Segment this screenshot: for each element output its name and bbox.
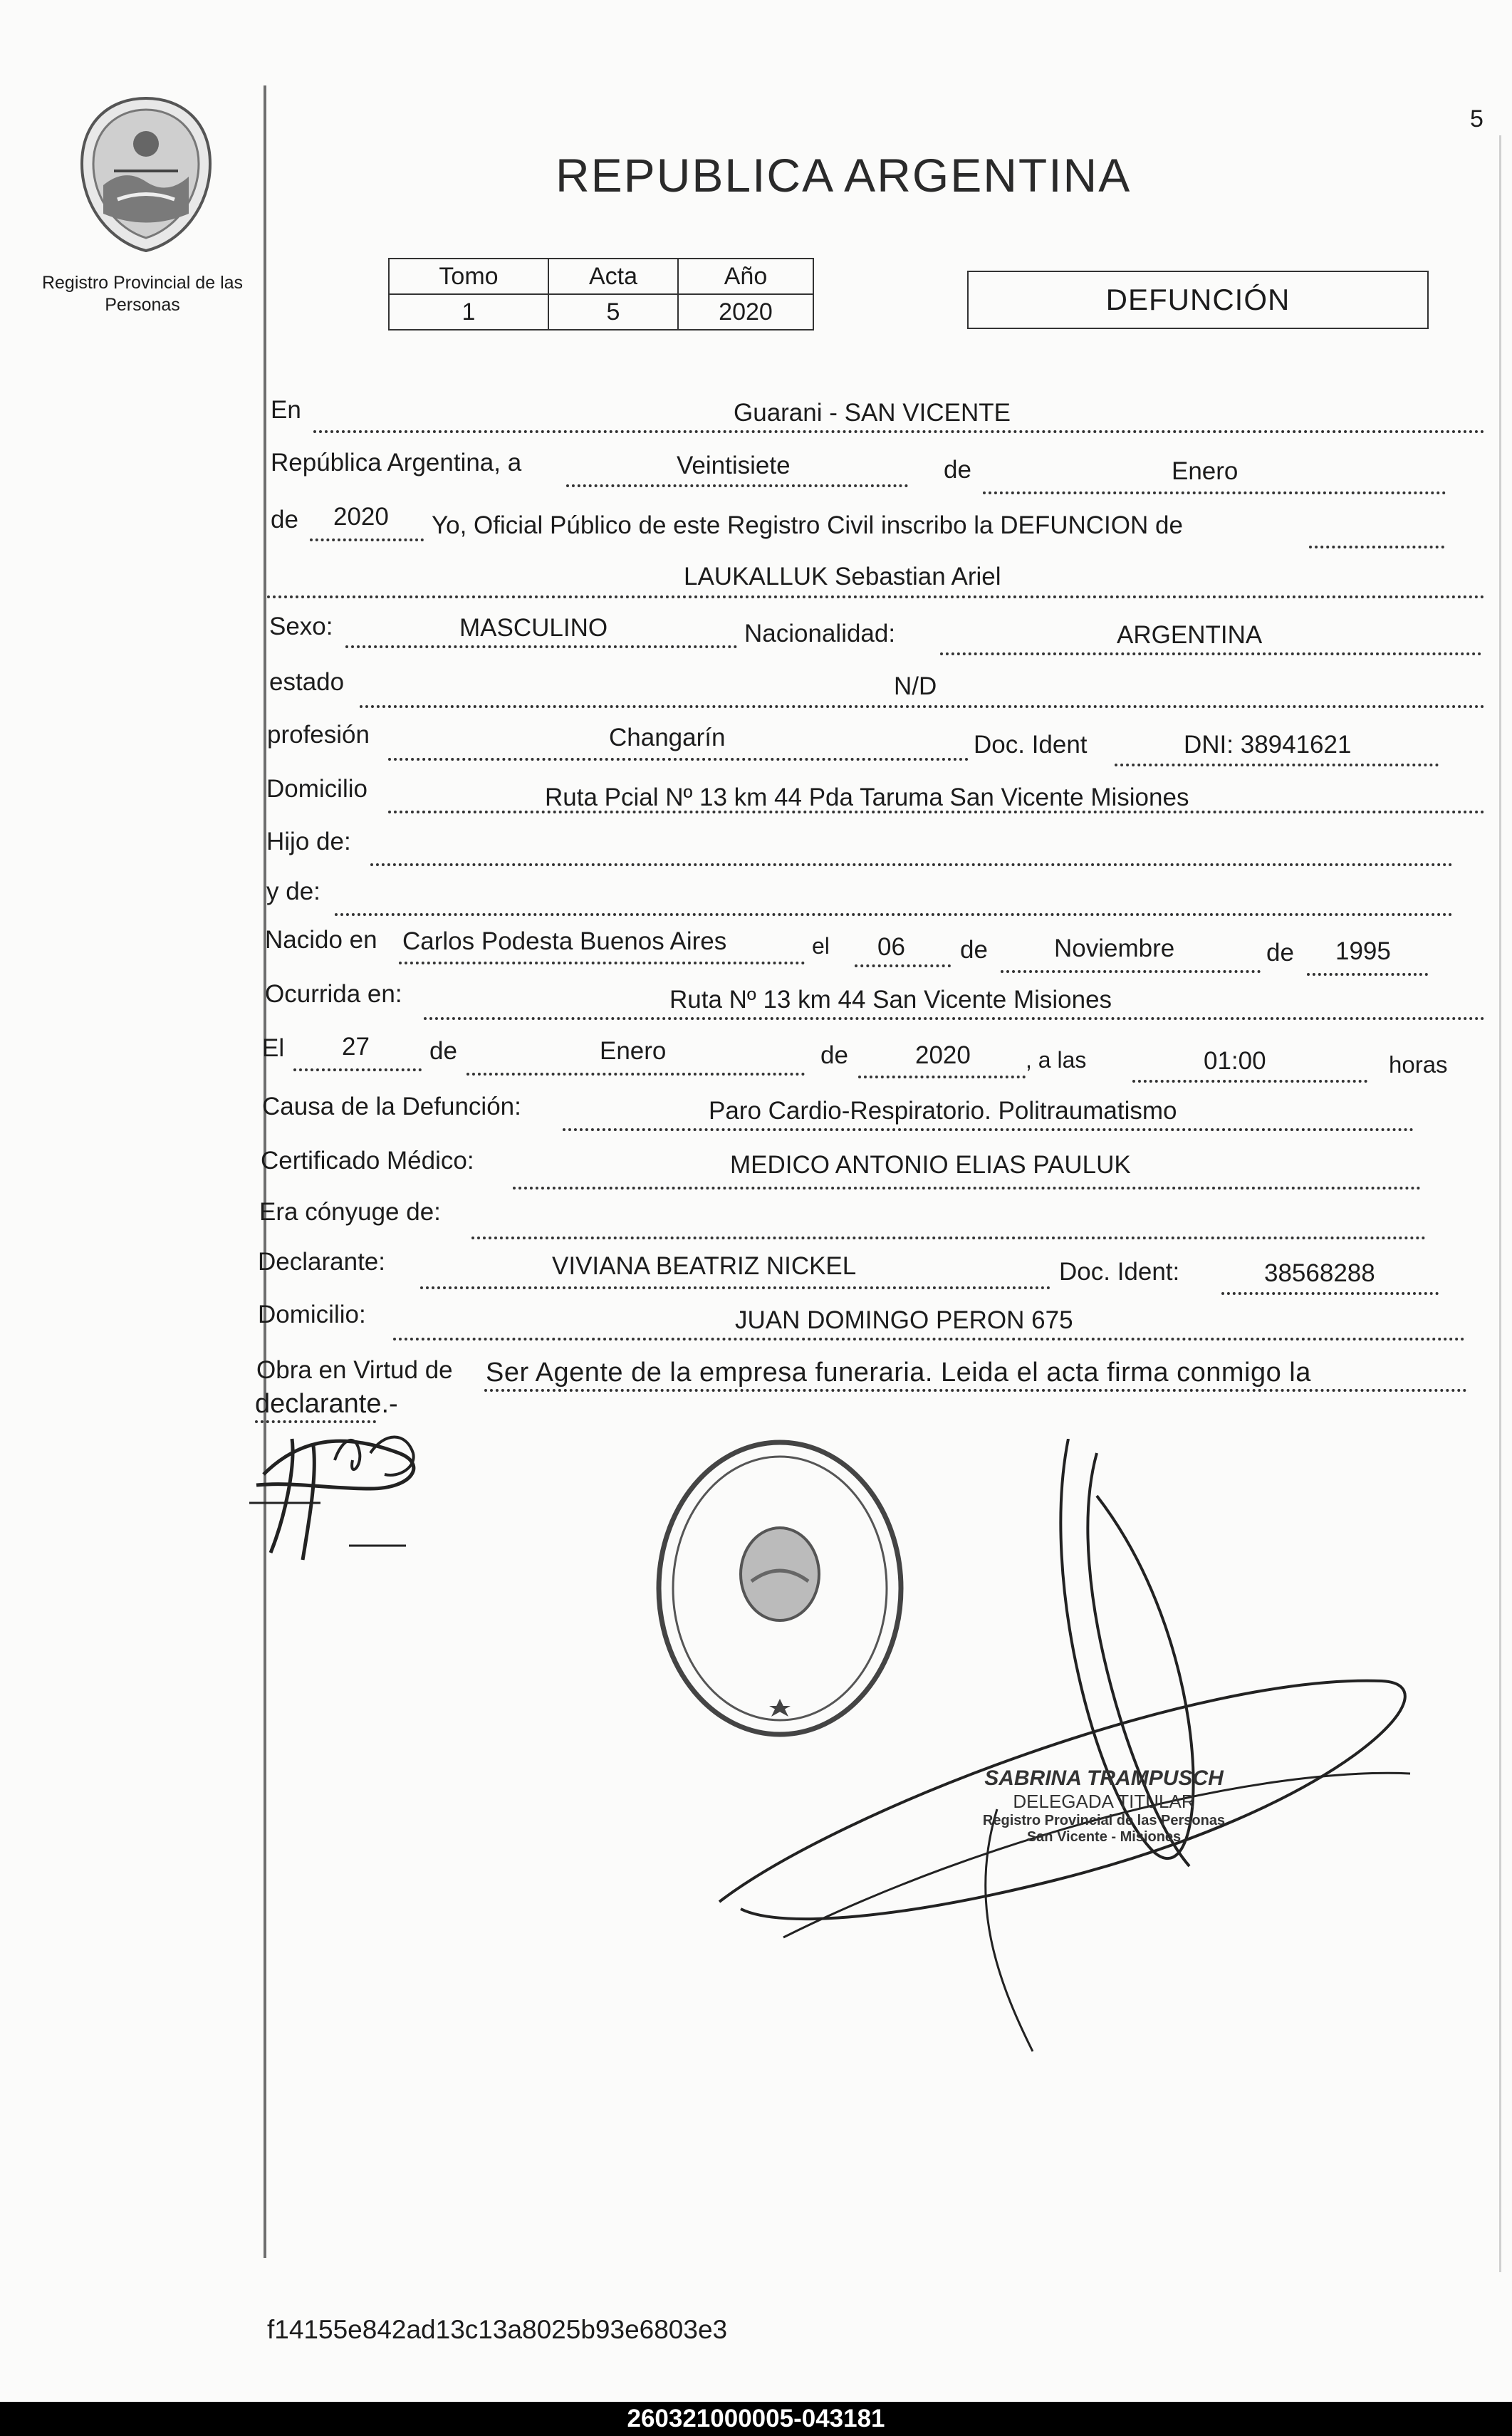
death-day: 27: [342, 1033, 370, 1061]
doc-dotted-line: [1115, 764, 1439, 766]
statement-dotted-line: [1309, 546, 1444, 548]
officer-signature: [698, 1439, 1453, 2087]
declarant-signature: [235, 1410, 449, 1567]
signatory-office-2: San Vicente - Misiones: [1026, 1829, 1182, 1845]
record-header-acta: Acta: [548, 259, 678, 294]
causa-value: Paro Cardio-Respiratorio. Politraumatismo: [709, 1097, 1177, 1125]
day-dotted-line: [566, 484, 908, 487]
nacido-label: Nacido en: [265, 926, 377, 954]
country-title: REPUBLICA ARGENTINA: [556, 149, 1132, 202]
signatory-office-1: Registro Provincial de las Personas: [982, 1813, 1226, 1828]
birth-de2-label: de: [1266, 939, 1294, 967]
doc-value: DNI: 38941621: [1184, 731, 1352, 759]
declarante-label: Declarante:: [258, 1248, 385, 1276]
nacido-dotted-line: [399, 962, 805, 964]
declarante-doc-label: Doc. Ident:: [1059, 1258, 1180, 1286]
record-header-ano: Año: [678, 259, 813, 294]
year-label: de: [271, 506, 298, 533]
record-value-acta: 5: [548, 294, 678, 330]
time-dotted-line: [1132, 1080, 1367, 1083]
right-margin-line: [1499, 135, 1501, 2272]
declarante-dotted-line: [420, 1286, 1050, 1289]
name-dotted-line: [267, 595, 1485, 598]
ocurrida-label: Ocurrida en:: [265, 980, 402, 1008]
profesion-dotted-line: [388, 758, 969, 761]
record-header-tomo: Tomo: [389, 259, 548, 294]
estado-dotted-line: [360, 705, 1485, 708]
death-year: 2020: [915, 1041, 971, 1069]
certificado-value: MEDICO ANTONIO ELIAS PAULUK: [730, 1151, 1131, 1179]
obra-value-2: declarante.-: [255, 1389, 398, 1419]
nacionalidad-dotted-line: [940, 652, 1481, 655]
declarante-doc-dotted-line: [1221, 1292, 1439, 1295]
obra-dotted-line-1: [484, 1389, 1467, 1392]
birth-month: Noviembre: [1054, 935, 1175, 962]
de-label: de: [944, 456, 971, 484]
death-el-label: El: [262, 1034, 285, 1062]
statement-text: Yo, Oficial Público de este Registro Civil inscribo la DEFUNCION de: [432, 511, 1183, 539]
causa-dotted-line: [563, 1128, 1414, 1131]
record-value-tomo: 1: [389, 294, 548, 330]
nacionalidad-value: ARGENTINA: [1117, 621, 1263, 649]
death-day-dotted-line: [293, 1068, 422, 1071]
barcode-number-strip: 260321000005-043181: [0, 2402, 1512, 2436]
ocurrida-value: Ruta Nº 13 km 44 San Vicente Misiones: [669, 986, 1112, 1014]
declarante-value: VIVIANA BEATRIZ NICKEL: [552, 1252, 857, 1280]
horas-label: horas: [1389, 1051, 1448, 1078]
death-year-dotted-line: [858, 1076, 1026, 1078]
month-value: Enero: [1172, 457, 1239, 485]
declarante-doc-value: 38568288: [1264, 1259, 1375, 1287]
profesion-label: profesión: [267, 721, 370, 749]
death-month-dotted-line: [466, 1073, 805, 1076]
sexo-label: Sexo:: [269, 613, 333, 640]
en-value: Guarani - SAN VICENTE: [734, 399, 1011, 427]
yde-dotted-line: [335, 913, 1453, 916]
document-hash: f14155e842ad13c13a8025b93e6803e3: [267, 2315, 728, 2344]
registry-caption: Registro Provincial de las Personas: [41, 273, 244, 315]
day-value: Veintisiete: [677, 452, 791, 479]
signatory-name: SABRINA TRAMPUSCH: [984, 1766, 1224, 1790]
hijo-label: Hijo de:: [266, 828, 351, 855]
certificado-dotted-line: [513, 1187, 1421, 1190]
provincial-seal-logo: [75, 93, 217, 256]
certificado-label: Certificado Médico:: [261, 1147, 474, 1175]
estado-value: N/D: [894, 672, 937, 700]
document-type-box: DEFUNCIÓN: [967, 271, 1429, 329]
domicilio2-label: Domicilio:: [258, 1301, 366, 1328]
alas-label: , a las: [1026, 1047, 1087, 1073]
sexo-dotted-line: [345, 645, 737, 648]
month-dotted-line: [983, 491, 1446, 494]
profesion-value: Changarín: [609, 724, 726, 751]
obra-value-1: Ser Agente de la empresa funeraria. Leida el acta firma conmigo la: [486, 1358, 1311, 1388]
ocurrida-dotted-line: [424, 1017, 1485, 1020]
nacido-place: Carlos Podesta Buenos Aires: [402, 927, 727, 955]
domicilio-label: Domicilio: [266, 775, 367, 803]
year-value: 2020: [333, 503, 389, 531]
domicilio2-dotted-line: [393, 1338, 1465, 1341]
birth-de1-label: de: [960, 936, 988, 964]
death-time: 01:00: [1204, 1047, 1266, 1075]
yde-label: y de:: [266, 878, 320, 905]
domicilio-value: Ruta Pcial Nº 13 km 44 Pda Taruma San Vicente Misiones: [545, 784, 1189, 811]
estado-label: estado: [269, 668, 345, 696]
year-dotted-line: [310, 538, 424, 541]
birth-year: 1995: [1335, 937, 1391, 965]
hijo-dotted-line: [370, 863, 1453, 866]
en-dotted-line: [313, 430, 1485, 433]
record-value-ano: 2020: [678, 294, 813, 330]
causa-label: Causa de la Defunción:: [262, 1093, 521, 1120]
signatory-title: DELEGADA TITULAR: [1013, 1791, 1195, 1812]
nacido-el-label: el: [812, 933, 830, 959]
death-de1-label: de: [429, 1037, 457, 1065]
obra-label: Obra en Virtud de: [256, 1356, 453, 1384]
birth-month-dotted-line: [1001, 970, 1261, 973]
conyuge-label: Era cónyuge de:: [259, 1198, 441, 1226]
domicilio2-value: JUAN DOMINGO PERON 675: [735, 1306, 1073, 1334]
page-number: 5: [1470, 105, 1484, 132]
deceased-name: LAUKALLUK Sebastian Ariel: [684, 563, 1001, 590]
conyuge-dotted-line: [471, 1237, 1426, 1239]
signatory-block: [940, 1766, 1268, 1846]
nacionalidad-label: Nacionalidad:: [744, 620, 896, 647]
en-label: En: [271, 396, 301, 424]
sexo-value: MASCULINO: [459, 614, 608, 642]
birth-year-dotted-line: [1307, 973, 1428, 976]
birth-day: 06: [877, 933, 905, 961]
doc-label: Doc. Ident: [974, 731, 1088, 759]
republica-label: República Argentina, a: [271, 449, 522, 477]
record-table: [388, 258, 814, 330]
death-de2-label: de: [820, 1041, 848, 1069]
birth-day-dotted-line: [855, 964, 951, 967]
death-month: Enero: [600, 1037, 667, 1065]
